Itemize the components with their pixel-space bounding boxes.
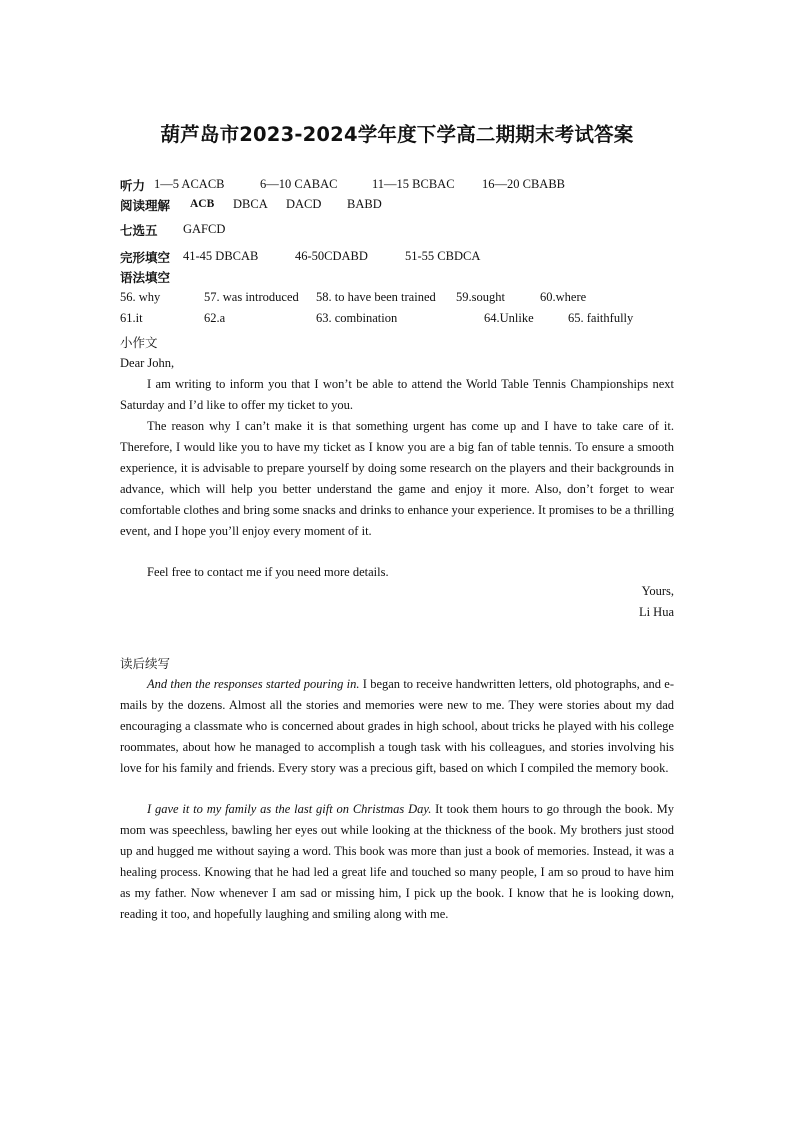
cloze-label: 完形填空 <box>120 250 171 265</box>
reading-row <box>120 196 170 214</box>
grammar-answer-61: 61.it <box>120 311 143 325</box>
listening-answer-4: 16—20 CBABB <box>482 177 566 191</box>
essay-paragraph-1: I am writing to inform you that I won’t be able to attend the World Table Tennis Championships next Saturday and I’d like to offer my ticket to you. <box>120 377 674 412</box>
cloze-answer-3: 51-55 CBDCA <box>405 249 481 263</box>
essay-closing: Yours, <box>641 584 674 598</box>
listening-label: 听力 <box>120 178 146 193</box>
continuation-section-label <box>120 654 170 672</box>
continuation-p2-body: It took them hours to go through the book. My mom was speechless, bawling her eyes out while looking at the thickness of the book. My brothers just stood up and hugged me without saying a word. This book was more than just a book of memories. Instead, it was a healing process. Knowing that he had led a great life and touched so many people, I am so proud to have him as my father. Now whenever I am sad or missing him, I pick up the book. I know that he is looking down, reading it too, and hopefully laughing and smiling along with me. <box>120 802 674 921</box>
essay-signature: Li Hua <box>638 605 674 619</box>
seven-label: 七选五 <box>120 223 158 238</box>
grammar-answer-58: 58. to have been trained <box>316 290 436 304</box>
listening-answer-2: 6—10 CABAC <box>260 177 338 191</box>
cloze-row <box>120 248 170 266</box>
continuation-p2-lead: I gave it to my family as the last gift on Christmas Day. <box>147 802 432 816</box>
reading-answer-2: DBCA <box>233 197 268 211</box>
grammar-answer-65: 65. faithfully <box>568 311 634 325</box>
reading-answer-3: DACD <box>286 197 322 211</box>
continuation-label: 读后续写 <box>120 656 171 671</box>
grammar-answer-59: 59.sought <box>456 290 505 304</box>
grammar-answer-57: 57. was introduced <box>204 290 299 304</box>
grammar-label: 语法填空 <box>120 270 171 285</box>
seven-row <box>120 221 158 239</box>
essay-section-label <box>120 333 158 351</box>
continuation-paragraph-1 <box>120 674 674 779</box>
essay-paragraph-3: Feel free to contact me if you need more details. <box>147 565 389 579</box>
essay-label: 小作文 <box>120 335 158 350</box>
continuation-p1-lead: And then the responses started pouring in. <box>147 677 360 691</box>
grammar-answer-60: 60.where <box>540 290 587 304</box>
listening-answer-1: 1—5 ACACB <box>154 177 225 191</box>
reading-label: 阅读理解 <box>120 198 171 213</box>
cloze-answer-1: 41-45 DBCAB <box>183 249 259 263</box>
essay-paragraph-2: The reason why I can’t make it is that something urgent has come up and I have to take care of it. Therefore, I would like you to have my ticket as I know you are a big fan of table tennis. To ensure a smooth experience, it is advisable to prepare yourself by doing some research on the players and their backgrounds in advance, which will help you better understand the game and enjoy it more. Also, don’t forget to wear comfortable clothes and bring some snacks and drinks to enhance your experience. It promises to be a thrilling event, and I hope you’ll enjoy every moment of it. <box>120 419 674 538</box>
continuation-paragraph-2 <box>120 799 674 924</box>
grammar-answer-63: 63. combination <box>316 311 398 325</box>
grammar-row <box>120 268 170 286</box>
reading-answer-4: BABD <box>347 197 382 211</box>
continuation-p1-body: I began to receive handwritten letters, old photographs, and e-mails by the dozens. Almost all the stories and memories were new to me. They were stories about my dad encouraging a classmate who is concerned about grades in high school, about tricks he played with his college roommates, about how he managed to accomplish a tough task with his colleagues, and stories involving his love for his family and friends. Every story was a precious gift, based on which I compiled the memory book. <box>120 677 674 775</box>
essay-salutation: Dear John, <box>120 356 175 370</box>
page-title: 葫芦岛市2023-2024学年度下学高二期期末考试答案 <box>160 123 634 146</box>
reading-answer-1: ACB <box>190 198 215 210</box>
grammar-answer-64: 64.Unlike <box>484 311 534 325</box>
grammar-answer-62: 62.a <box>204 311 226 325</box>
seven-answer: GAFCD <box>183 222 226 236</box>
grammar-answer-56: 56. why <box>120 290 161 304</box>
listening-answer-3: 11—15 BCBAC <box>372 177 455 191</box>
cloze-answer-2: 46-50CDABD <box>295 249 368 263</box>
listening-row <box>120 176 145 194</box>
